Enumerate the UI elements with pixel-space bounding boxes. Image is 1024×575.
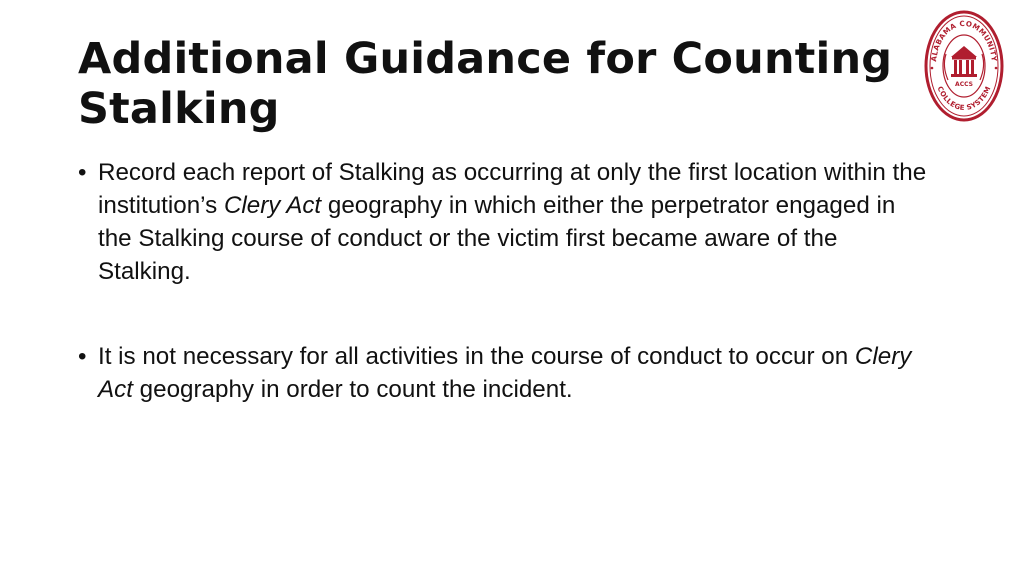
bullet-emphasis: Clery Act: [98, 343, 912, 403]
bullet-item-2: [78, 340, 928, 406]
bullet-text-end: geography in order to count the incident.: [132, 376, 573, 403]
bullet-item-1: [78, 156, 928, 288]
accs-logo: [924, 10, 1004, 122]
accs-seal-icon: [924, 10, 1004, 122]
bullet-dot: •: [78, 343, 87, 370]
bullet-list: [78, 156, 928, 406]
logo-top-text: ALABAMA COMMUNITY: [929, 18, 999, 63]
bullet-text-start: Record each report of Stalking as occurring at only the first location within the institution’s: [98, 159, 927, 219]
svg-text:COLLEGE SYSTEM: [936, 85, 993, 112]
bullet-emphasis: Clery Act: [223, 192, 322, 219]
bullet-text-end: geography in which either the perpetrator engaged in the Stalking course of conduct or the victim first became aware of the Stalking.: [98, 192, 896, 285]
logo-center-text: ACCS: [955, 81, 973, 88]
bullet-dot: •: [78, 159, 87, 186]
bullet-text-start: It is not necessary for all activities in the course of conduct to occur on: [98, 343, 855, 370]
logo-bottom-text: COLLEGE SYSTEM: [935, 85, 993, 113]
slide-title: Additional Guidance for Counting Stalking: [78, 34, 893, 134]
